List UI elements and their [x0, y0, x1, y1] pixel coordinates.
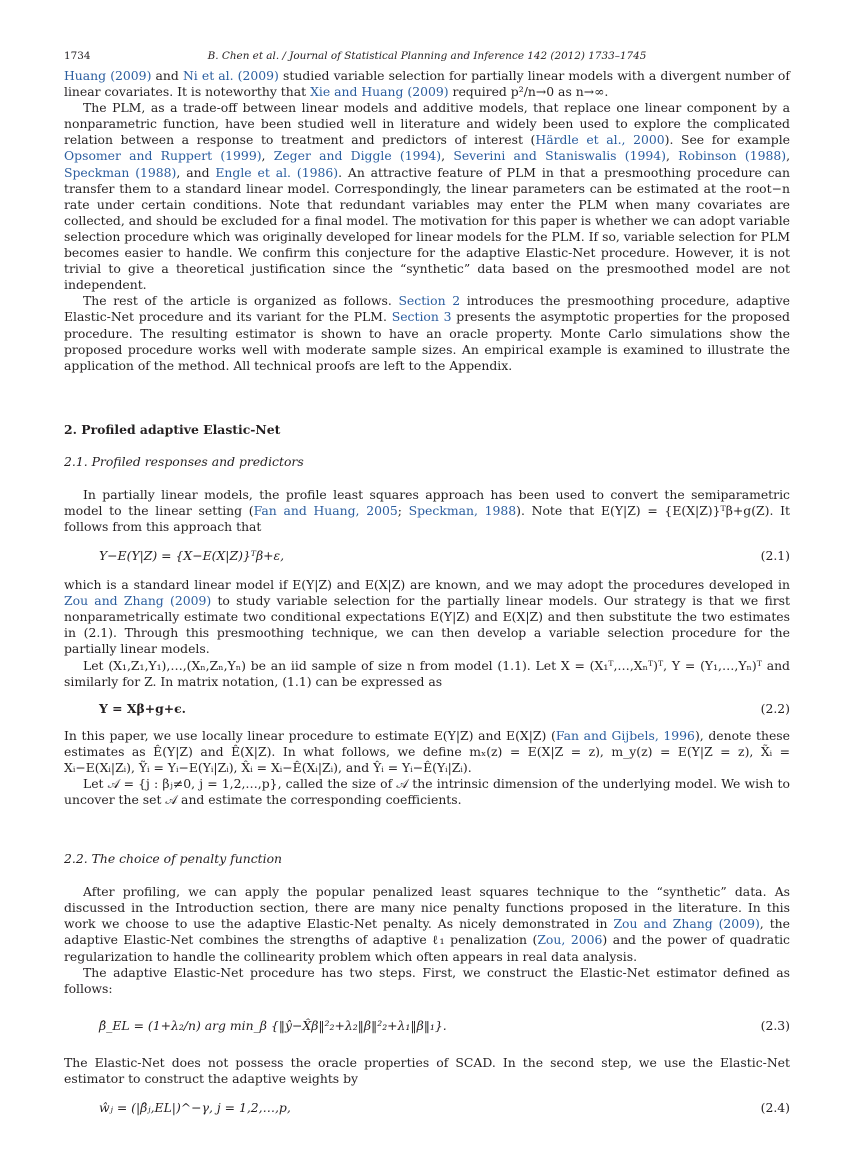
- text: In partially linear models, the profile least squares approach has been used to convert the semiparametric model to the linear setting (: [64, 486, 790, 518]
- text: introduces the presmoothing procedure, adaptive Elastic-Net procedure and its variant for the PLM.: [64, 293, 790, 325]
- paragraph: [64, 728, 790, 776]
- paragraph: [64, 884, 790, 964]
- ref-link[interactable]: Zeger and Diggle (1994): [273, 148, 442, 164]
- text: ). Note that E(Y|Z) = {E(X|Z)}ᵀβ+g(Z). It follows from this approach that: [64, 502, 790, 534]
- journal-citation: B. Chen et al. / Journal of Statistical Planning and Inference 142 (2012) 1733–1745: [207, 50, 647, 62]
- ref-link[interactable]: Zou, 2006: [537, 932, 603, 948]
- equation-number: (2.3): [760, 1017, 790, 1033]
- section-link[interactable]: Section 3: [391, 309, 452, 325]
- text: In this paper, we use locally linear procedure to estimate E(Y|Z) and E(X|Z) (: [64, 727, 556, 743]
- ref-link[interactable]: Zou and Zhang (2009): [613, 916, 760, 932]
- paragraph: The adaptive Elastic-Net procedure has two steps. First, we construct the Elastic-Net estimator defined as follows:: [64, 964, 790, 996]
- equation-number: (2.1): [760, 548, 790, 564]
- equation-2-2: [99, 694, 790, 724]
- text: ,: [261, 148, 274, 164]
- text: ). See for example: [664, 132, 790, 148]
- equation-2-1: [99, 541, 790, 571]
- paragraph: Let 𝒜 = {j : βⱼ≠0, j = 1,2,…,p}, called the size of 𝒜 the intrinsic dimension of the underlying model. We wish to uncover the set 𝒜 and estimate the corresponding coefficients.: [64, 776, 790, 808]
- ref-link[interactable]: Fan and Gijbels, 1996: [555, 727, 695, 743]
- text: presents the asymptotic properties for the proposed procedure. The resulting estimator is shown to have an oracle property. Monte Carlo simulations show the proposed procedure works well with moderate sample sizes. An empirical example is examined to illustrate the application of the method. All technical proofs are left to the Appendix.: [64, 309, 790, 373]
- paragraph: [64, 487, 790, 535]
- paragraph: [64, 577, 790, 657]
- text: The rest of the article is organized as follows.: [83, 293, 399, 309]
- ref-link[interactable]: Engle et al. (1986): [215, 164, 339, 180]
- ref-link[interactable]: Huang (2009): [64, 68, 152, 83]
- equation-2-3: [99, 1003, 790, 1049]
- text: ,: [665, 148, 679, 164]
- text: studied variable selection for partially linear models with a divergent number of linear covariates. It is noteworthy that: [64, 68, 790, 100]
- ref-link[interactable]: Ni et al. (2009): [182, 68, 279, 83]
- ref-link[interactable]: Severini and Staniswalis (1994): [453, 148, 666, 164]
- page-body: [64, 50, 790, 1123]
- intro-paragraph-1: [64, 68, 790, 100]
- text: ,: [786, 148, 791, 164]
- text: After profiling, we can apply the popular penalized least squares technique to the “synthetic” data. As discussed in the Introduction section, there are many nice penalty functions proposed in the literature. In this work we choose to use the adaptive Elastic-Net penalty. As nicely demonstrated in: [64, 884, 790, 932]
- section-link[interactable]: Section 2: [398, 293, 461, 309]
- equation-body: ŵⱼ = (|β̂ⱼ,EL|)^−γ, j = 1,2,…,p,: [99, 1100, 291, 1116]
- equation-number: (2.2): [760, 700, 790, 716]
- text: The PLM, as a trade-off between linear models and additive models, that replace one linear component by a nonparametric function, have been studied well in literature and widely been used to explore the complicated relation between a response to treatment and predictors of interest (: [64, 100, 790, 148]
- equation-body: Y = Xβ+g+ϵ.: [99, 700, 186, 716]
- text: ) and the power of quadratic regularization to handle the collinearity problem which often appears in real data analysis.: [64, 932, 791, 964]
- text: , the adaptive Elastic-Net combines the strengths of adaptive ℓ₁ penalization (: [64, 916, 790, 948]
- ref-link[interactable]: Fan and Huang, 2005: [253, 502, 398, 518]
- text: ), denote these estimates as Ê(Y|Z) and Ê(X|Z). In what follows, we define mₓ(z) = E(X|Z = z), m_y(z) = E(Y|Z = z), X̃ᵢ = Xᵢ−E(Xᵢ|Zᵢ), Ỹᵢ = Yᵢ−E(Yᵢ|Zᵢ), X̂ᵢ = Xᵢ−Ê(Xᵢ|Zᵢ), and Ŷᵢ = Yᵢ−Ê(Yᵢ|Zᵢ).: [64, 727, 790, 775]
- subsection-heading: 2.2. The choice of penalty function: [64, 851, 283, 867]
- paragraph: Let (X₁,Z₁,Y₁),…,(Xₙ,Zₙ,Yₙ) be an iid sample of size n from model (1.1). Let X = (X₁ᵀ,…,Xₙᵀ)ᵀ, Y = (Y₁,…,Yₙ)ᵀ and similarly for Z. In matrix notation, (1.1) can be expressed as: [64, 657, 790, 689]
- ref-link[interactable]: Xie and Huang (2009): [310, 84, 449, 100]
- ref-link[interactable]: Härdle et al., 2000: [535, 132, 665, 148]
- page-number: 1734: [64, 50, 91, 62]
- text: which is a standard linear model if E(Y|Z) and E(X|Z) are known, and we may adopt the procedures developed in: [64, 577, 790, 593]
- text: ,: [441, 148, 454, 164]
- equation-number: (2.4): [760, 1100, 790, 1116]
- ref-link[interactable]: Speckman (1988): [64, 164, 177, 180]
- text: , and: [176, 164, 216, 180]
- equation-2-4: [99, 1093, 790, 1123]
- text: to study variable selection for the partially linear models. Our strategy is that we first nonparametrically estimate two conditional expectations E(Y|Z) and E(X|Z) and then substitute the two estimates in (2.1). Through this presmoothing technique, we can then develop a variable selection procedure for the partially linear models.: [64, 593, 790, 657]
- paragraph: The Elastic-Net does not possess the oracle properties of SCAD. In the second step, we use the Elastic-Net estimator to construct the adaptive weights by: [64, 1054, 790, 1086]
- text: . An attractive feature of PLM in that a presmoothing procedure can transfer them to a standard linear model. Correspondingly, the linear parameters can be estimated at the root−n rate under certain conditions. Note that redundant variables may enter the PLM when many covariates are collected, and should be excluded for a final model. The motivation for this paper is whether we can adopt variable selection procedure which was originally developed for linear models for the PLM. If so, variable selection for PLM becomes easier to handle. We confirm this conjecture for the adaptive Elastic-Net procedure. However, it is not trivial to give a theoretical justification since the “synthetic” data based on the presmoothed model are not independent.: [64, 164, 791, 293]
- text: ;: [397, 502, 409, 518]
- equation-body: Y−E(Y|Z) = {X−E(X|Z)}ᵀβ+ε,: [99, 548, 285, 564]
- ref-link[interactable]: Robinson (1988): [678, 148, 787, 164]
- running-header: [64, 50, 790, 68]
- ref-link[interactable]: Opsomer and Ruppert (1999): [64, 148, 262, 164]
- ref-link[interactable]: Zou and Zhang (2009): [64, 593, 212, 609]
- equation-body: β̂_EL = (1+λ₂/n) arg min_β {‖ŷ−X̂β‖²₂+λ₂‖β‖²₂+λ₁‖β‖₁}.: [99, 1017, 447, 1033]
- intro-paragraph-2: [64, 100, 790, 293]
- text: required p²/n→0 as n→∞.: [448, 84, 609, 100]
- intro-paragraph-3: [64, 293, 790, 373]
- section-heading: 2. Profiled adaptive Elastic-Net: [64, 421, 281, 437]
- ref-link[interactable]: Speckman, 1988: [408, 502, 517, 518]
- subsection-heading: 2.1. Profiled responses and predictors: [64, 453, 304, 469]
- text: and: [151, 68, 183, 83]
